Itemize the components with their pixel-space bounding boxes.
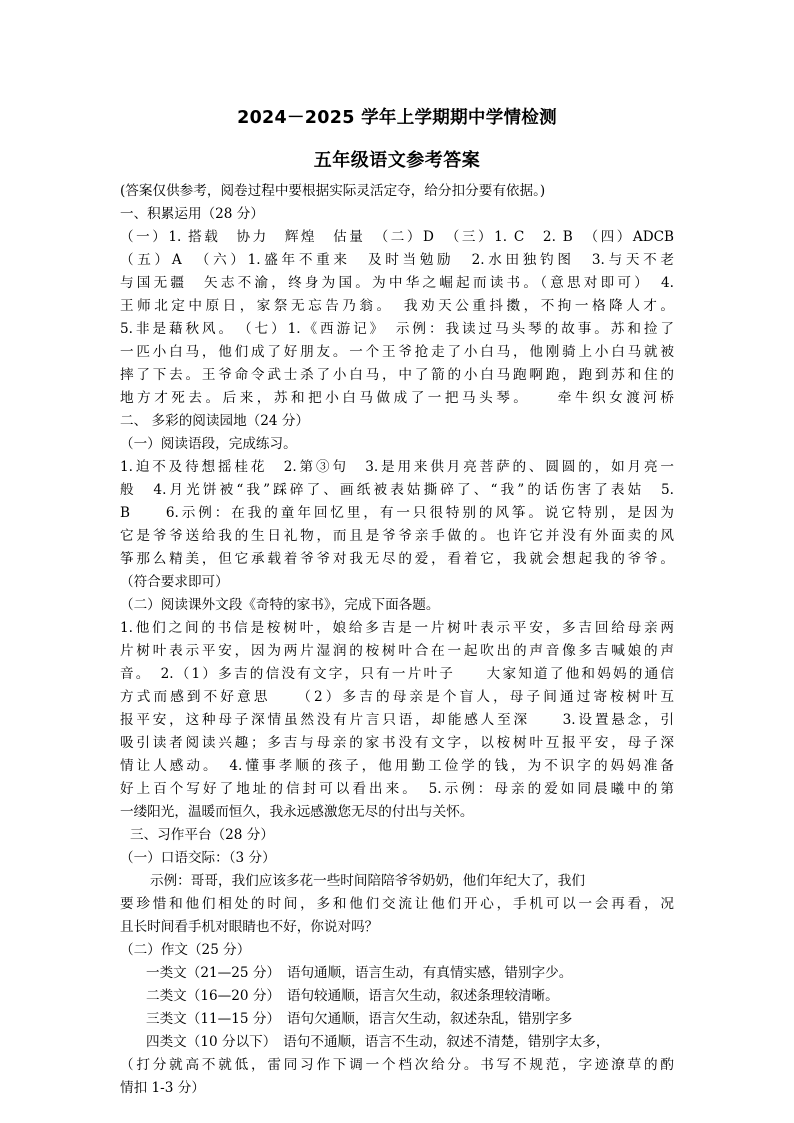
grading-note: 情扣 1-3 分） xyxy=(120,1080,205,1096)
grading-line: 一类文（21—25 分） 语句通顺，语言生动，有真情实感，错别字少。 xyxy=(146,965,573,981)
subsection-heading: （一）阅读语段，完成练习。 xyxy=(120,436,297,452)
answer-line: 地方才死去。后来，苏和把小白马做成了一把马头琴。 牵牛织女渡河桥 xyxy=(120,390,674,406)
answer-line: 1.迫不及待想摇桂花 2.第③句 3.是用来供月亮菩萨的、圆圆的，如月亮一 xyxy=(120,459,674,475)
answer-line: 示例：哥哥，我们应该多花一些时间陪陪爷爷奶奶，他们年纪大了，我们 xyxy=(150,873,585,889)
subsection-heading: （二）阅读课外文段《奇特的家书》，完成下面各题。 xyxy=(120,597,440,613)
grading-line: 三类文（11—15 分） 语句欠通顺，语言欠生动，叙述杂乱，错别字多 xyxy=(146,1011,573,1027)
grading-note: （打分就高不就低，雷同习作下调一个档次给分。书写不规范，字迹潦草的酌 xyxy=(120,1057,674,1073)
subsection-heading: （二）作文（25 分） xyxy=(120,942,251,958)
answer-line: 王师北定中原日，家祭无忘告乃翁。 我劝天公重抖擞，不拘一格降人才。 xyxy=(120,298,674,314)
subsection-heading: （一）口语交际：（3 分） xyxy=(120,850,276,866)
answer-line: B 6.示例：在我的童年回忆里，有一只很特别的风筝。说它特别，是因为 xyxy=(120,505,674,521)
answer-line: 吸引读者阅读兴趣；多吉与母亲的家书没有文字，以桉树叶互报平安，母子深 xyxy=(120,735,674,751)
answer-line: 方式而感到不好意思 （2）多吉的母亲是个盲人，母子间通过寄桉树叶互 xyxy=(120,689,674,705)
note-line: (答案仅供参考，阅卷过程中要根据实际灵活定夺，给分扣分要有依据。) xyxy=(120,183,546,199)
document-title: 2024－2025 学年上学期期中学情检测 xyxy=(237,108,557,128)
answer-line: 要珍惜和他们相处的时间，多和他们交流让他们开心，手机可以一会再看，况 xyxy=(120,896,674,912)
answer-line: （符合要求即可） xyxy=(120,574,229,590)
answer-line: 音。 2.（1）多吉的信没有文字，只有一片叶子 大家知道了他和妈妈的通信 xyxy=(120,666,674,682)
answer-line: 且长时间看手机对眼睛也不好，你说对吗？ xyxy=(120,919,379,935)
document-subtitle: 五年级语文参考答案 xyxy=(313,150,481,171)
answer-line: 般 4.月光饼被“我”踩碎了、画纸被表姑撕碎了、“我”的话伤害了表姑 5. xyxy=(120,482,674,498)
section-heading-1: 一、积累运用（28 分） xyxy=(120,206,264,222)
answer-line: 情让人感动。 4.懂事孝顺的孩子，他用勤工俭学的钱，为不识字的妈妈准备 xyxy=(120,758,674,774)
answer-line: （一）1. 搭载 协力 辉煌 估量 （二）D （三）1. C 2. B （四）ADCB xyxy=(120,229,674,245)
answer-line: 一匹小白马，他们成了好朋友。一个王爷抢走了小白马，他刚骑上小白马就被 xyxy=(120,344,674,360)
answer-line: 它是爷爷送给我的生日礼物，而且是爷爷亲手做的。也许它并没有外面卖的风 xyxy=(120,528,674,544)
answer-line: 摔了下去。王爷命令武士杀了小白马，中了箭的小白马跑啊跑，跑到苏和住的 xyxy=(120,367,674,383)
answer-line: 好上百个写好了地址的信封可以看出来。 5.示例：母亲的爱如同晨曦中的第 xyxy=(120,781,674,797)
grading-line: 二类文（16—20 分） 语句较通顺，语言欠生动，叙述条理较清晰。 xyxy=(146,988,559,1004)
answer-line: 筝那么精美，但它承载着爷爷对我无尽的爱，看着它，我就会想起我的爷爷。 xyxy=(120,551,674,567)
section-heading-2: 二、 多彩的阅读园地（24 分） xyxy=(120,413,310,429)
answer-line: 一缕阳光，温暖而恒久，我永远感激您无尽的付出与关怀。 xyxy=(120,804,474,820)
answer-line: 片树叶表示平安，因为两片湿润的桉树叶合在一起吹出的声音像多吉喊娘的声 xyxy=(120,643,674,659)
answer-line: （五）A （六）1.盛年不重来 及时当勉励 2.水田独钓图 3.与天不老 xyxy=(120,252,674,268)
grading-line: 四类文（10 分以下） 语句不通顺，语言不生动，叙述不清楚，错别字太多， xyxy=(146,1034,610,1050)
answer-line: 1.他们之间的书信是桉树叶，娘给多吉是一片树叶表示平安，多吉回给母亲两 xyxy=(120,620,674,636)
section-heading-3: 三、习作平台（28 分） xyxy=(130,827,274,843)
answer-line: 报平安，这种母子深情虽然没有片言只语，却能感人至深 3.设置悬念，引 xyxy=(120,712,674,728)
answer-content xyxy=(120,180,674,1100)
answer-line: 5.非是藉秋风。 （七）1.《西游记》 示例：我读过马头琴的故事。苏和捡了 xyxy=(120,321,674,337)
answer-line: 与国无疆 矢志不渝，终身为国。为中华之崛起而读书。（意思对即可） 4. xyxy=(120,275,674,291)
